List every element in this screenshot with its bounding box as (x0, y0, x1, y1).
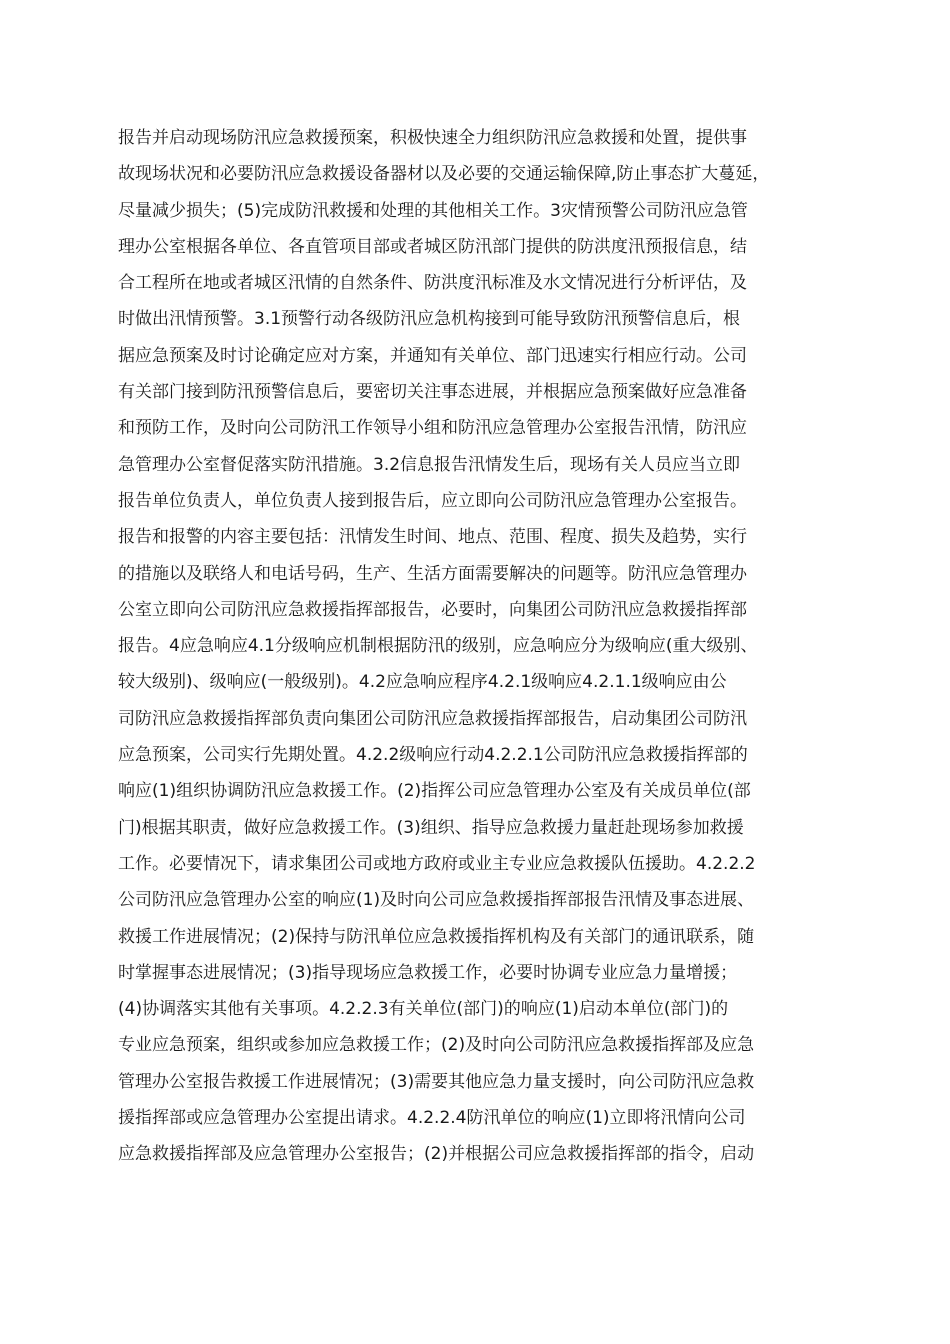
text-line: 理办公室根据各单位、各直管项目部或者城区防汛部门提供的防洪度汛预报信息，结 (118, 236, 747, 257)
text-line: 司防汛应急救援指挥部负责向集团公司防汛应急救援指挥部报告，启动集团公司防汛 (118, 708, 747, 729)
text-line: 响应(1)组织协调防汛应急救援工作。(2)指挥公司应急管理办公室及有关成员单位(部 (118, 781, 751, 802)
text-line: 时做出汛情预警。3.1预警行动各级防汛应急机构接到可能导致防汛预警信息后，根 (118, 309, 741, 330)
text-line: 尽量减少损失；(5)完成防汛救援和处理的其他相关工作。3灾情预警公司防汛应急管 (118, 200, 748, 221)
body-text (118, 120, 838, 1173)
text-line: 据应急预案及时讨论确定应对方案，并通知有关单位、部门迅速实行相应行动。公司 (118, 345, 747, 366)
text-line: 工作。必要情况下，请求集团公司或地方政府或业主专业应急救援队伍援助。4.2.2.2 (118, 853, 756, 874)
text-line: 公室立即向公司防汛应急救援指挥部报告，必要时，向集团公司防汛应急救援指挥部 (118, 599, 747, 620)
text-line: 较大级别)、级响应(一般级别)。4.2应急响应程序4.2.1级响应4.2.1.1级响应由公 (118, 672, 727, 693)
text-line: 管理办公室报告救援工作进展情况；(3)需要其他应急力量支援时，向公司防汛应急救 (118, 1071, 755, 1092)
text-line: 急管理办公室督促落实防汛措施。3.2信息报告汛情发生后，现场有关人员应当立即 (118, 454, 741, 475)
text-line: (4)协调落实其他有关事项。4.2.2.3有关单位(部门)的响应(1)启动本单位(部门)的 (118, 999, 729, 1020)
text-line: 和预防工作，及时向公司防汛工作领导小组和防汛应急管理办公室报告汛情，防汛应 (118, 418, 747, 439)
text-line: 报告。4应急响应4.1分级响应机制根据防汛的级别，应急响应分为级响应(重大级别、 (118, 636, 758, 657)
text-line: 时掌握事态进展情况；(3)指导现场应急救援工作，必要时协调专业应急力量增援； (118, 962, 738, 983)
text-line: 报告和报警的内容主要包括：汛情发生时间、地点、范围、程度、损失及趋势，实行 (118, 527, 747, 548)
text-line: 报告并启动现场防汛应急救援预案，积极快速全力组织防汛应急救援和处置，提供事 (118, 128, 747, 148)
text-line: 的措施以及联络人和电话号码，生产、生活方面需要解决的问题等。防汛应急管理办 (118, 563, 747, 584)
text-line: 合工程所在地或者城区汛情的自然条件、防洪度汛标准及水文情况进行分析评估，及 (118, 273, 747, 294)
text-line: 门)根据其职责，做好应急救援工作。(3)组织、指导应急救援力量赶赴现场参加救援 (118, 817, 744, 838)
text-line: 报告单位负责人，单位负责人接到报告后，应立即向公司防汛应急管理办公室报告。 (118, 490, 747, 511)
text-line: 应急救援指挥部及应急管理办公室报告；(2)并根据公司应急救援指挥部的指令，启动 (118, 1144, 755, 1165)
text-line: 援指挥部或应急管理办公室提出请求。4.2.2.4防汛单位的响应(1)立即将汛情向公司 (118, 1108, 746, 1129)
text-line: 救援工作进展情况；(2)保持与防汛单位应急救援指挥机构及有关部门的通讯联系，随 (118, 926, 755, 947)
text-line: 专业应急预案，组织或参加应急救援工作；(2)及时向公司防汛应急救援指挥部及应急 (118, 1035, 755, 1056)
text-line: 应急预案，公司实行先期处置。4.2.2级响应行动4.2.2.1公司防汛应急救援指挥部的 (118, 745, 748, 766)
text-line: 有关部门接到防汛预警信息后，要密切关注事态进展，并根据应急预案做好应急准备 (118, 382, 747, 403)
text-line: 公司防汛应急管理办公室的响应(1)及时向公司应急救援指挥部报告汛情及事态进展、 (118, 890, 755, 911)
text-line: 故现场状况和必要防汛应急救援设备器材以及必要的交通运输保障,防止事态扩大蔓延， (118, 164, 770, 185)
